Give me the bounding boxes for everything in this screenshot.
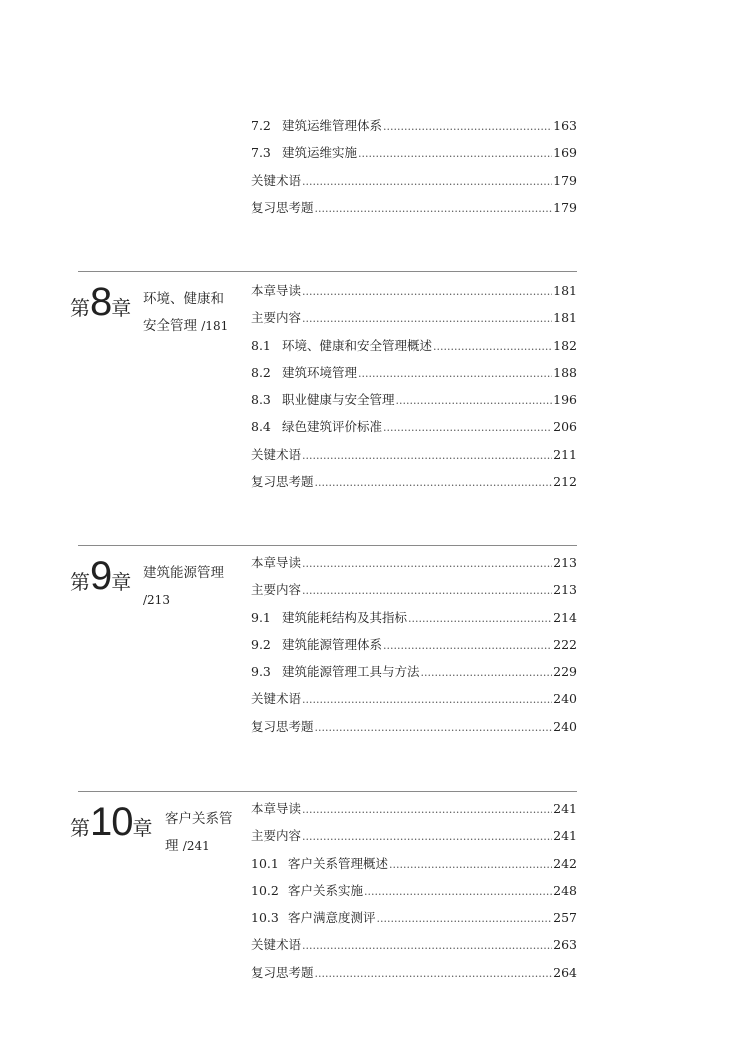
dot-leader bbox=[302, 803, 552, 816]
toc-entry-label: 关键术语 bbox=[251, 937, 302, 953]
toc-entry[interactable] bbox=[251, 417, 577, 444]
toc-entry-number: 9.2 bbox=[251, 636, 271, 652]
toc-entry-label: 复习思考题 bbox=[251, 718, 314, 734]
toc-entry[interactable] bbox=[251, 363, 577, 390]
dot-leader bbox=[433, 340, 552, 353]
toc-list-chapter-9 bbox=[251, 553, 577, 744]
toc-entry[interactable] bbox=[251, 826, 577, 853]
toc-entry[interactable] bbox=[251, 963, 577, 990]
dot-leader bbox=[302, 557, 552, 570]
toc-entry-number: 10.1 bbox=[251, 855, 279, 871]
toc-entry-page: 213 bbox=[553, 582, 577, 598]
toc-entry-page: 181 bbox=[553, 310, 577, 326]
toc-entry-page: 213 bbox=[553, 555, 577, 570]
dot-leader bbox=[302, 939, 552, 952]
dot-leader bbox=[315, 721, 553, 734]
toc-entry-label: 客户关系实施 bbox=[288, 882, 364, 898]
toc-entry[interactable] bbox=[251, 881, 577, 908]
toc-entry-number: 8.4 bbox=[251, 419, 271, 435]
dot-leader bbox=[302, 449, 552, 462]
toc-entry-page: 241 bbox=[553, 828, 577, 844]
chapter-title: 环境、健康和 安全管理 /181 bbox=[143, 291, 229, 334]
toc-entry-page: 182 bbox=[553, 337, 577, 353]
toc-entry-page: 264 bbox=[553, 964, 577, 980]
toc-list-chapter-7 bbox=[251, 116, 577, 225]
toc-entry-page: 196 bbox=[553, 392, 577, 408]
toc-entry-label: 建筑能源管理工具与方法 bbox=[282, 664, 420, 680]
toc-entry-page: 214 bbox=[553, 609, 577, 625]
toc-entry-page: 240 bbox=[553, 718, 577, 734]
toc-entry-page: 211 bbox=[553, 446, 577, 462]
toc-entry-page: 179 bbox=[553, 172, 577, 188]
dot-leader bbox=[383, 639, 552, 652]
toc-entry[interactable] bbox=[251, 445, 577, 472]
toc-entry-page: 257 bbox=[553, 910, 577, 926]
toc-entry[interactable] bbox=[251, 908, 577, 935]
toc-entry-page: 181 bbox=[553, 283, 577, 298]
toc-entry-number: 8.2 bbox=[251, 364, 271, 380]
toc-entry-label: 复习思考题 bbox=[251, 474, 314, 490]
toc-entry-number: 8.3 bbox=[251, 392, 271, 408]
toc-entry-page: 222 bbox=[553, 636, 577, 652]
chapter-title: 客户关系管 理 /241 bbox=[165, 811, 233, 854]
toc-entry-page: 229 bbox=[553, 664, 577, 680]
toc-entry-label: 职业健康与安全管理 bbox=[282, 392, 395, 408]
toc-entry-label: 主要内容 bbox=[251, 828, 302, 844]
toc-entry[interactable] bbox=[251, 608, 577, 635]
toc-entry-label: 客户关系管理概述 bbox=[288, 855, 389, 871]
toc-entry-label: 建筑环境管理 bbox=[282, 364, 358, 380]
toc-list-chapter-8 bbox=[251, 281, 577, 499]
toc-entry-page: 179 bbox=[553, 199, 577, 215]
dot-leader bbox=[358, 367, 552, 380]
toc-entry[interactable] bbox=[251, 635, 577, 662]
chapter-divider bbox=[78, 545, 577, 546]
toc-entry-page: 206 bbox=[553, 419, 577, 435]
dot-leader bbox=[408, 612, 552, 625]
dot-leader bbox=[383, 120, 552, 133]
toc-entry-label: 本章导读 bbox=[251, 801, 302, 816]
toc-entry-label: 复习思考题 bbox=[251, 199, 314, 215]
toc-entry-page: 212 bbox=[553, 474, 577, 490]
toc-entry[interactable] bbox=[251, 935, 577, 962]
toc-entry[interactable] bbox=[251, 553, 577, 580]
toc-entry[interactable] bbox=[251, 116, 577, 143]
toc-entry[interactable] bbox=[251, 171, 577, 198]
toc-entry[interactable] bbox=[251, 336, 577, 363]
toc-list-chapter-10 bbox=[251, 799, 577, 990]
toc-entry-label: 主要内容 bbox=[251, 310, 302, 326]
toc-entry-number: 9.3 bbox=[251, 664, 271, 680]
dot-leader bbox=[364, 885, 552, 898]
toc-entry-label: 主要内容 bbox=[251, 582, 302, 598]
toc-entry-label: 关键术语 bbox=[251, 172, 302, 188]
dot-leader bbox=[315, 476, 553, 489]
chapter-number: 第8章 bbox=[70, 280, 132, 324]
dot-leader bbox=[302, 175, 552, 188]
toc-entry-number: 8.1 bbox=[251, 337, 271, 353]
dot-leader bbox=[302, 693, 552, 706]
toc-entry-number: 7.3 bbox=[251, 145, 271, 161]
toc-entry-label: 本章导读 bbox=[251, 283, 302, 298]
dot-leader bbox=[421, 666, 553, 679]
toc-entry[interactable] bbox=[251, 689, 577, 716]
toc-entry-page: 188 bbox=[553, 364, 577, 380]
toc-entry[interactable] bbox=[251, 854, 577, 881]
toc-entry-number: 10.2 bbox=[251, 882, 279, 898]
toc-entry-label: 建筑运维实施 bbox=[282, 145, 358, 161]
toc-entry-page: 240 bbox=[553, 691, 577, 707]
dot-leader bbox=[396, 394, 553, 407]
toc-entry[interactable] bbox=[251, 198, 577, 225]
dot-leader bbox=[315, 202, 553, 215]
dot-leader bbox=[383, 421, 552, 434]
dot-leader bbox=[389, 858, 552, 871]
chapter-number: 第9章 bbox=[70, 554, 132, 598]
toc-entry-label: 建筑能耗结构及其指标 bbox=[282, 609, 408, 625]
toc-entry-number: 10.3 bbox=[251, 910, 279, 926]
toc-entry-label: 建筑运维管理体系 bbox=[282, 118, 383, 133]
toc-entry[interactable] bbox=[251, 143, 577, 170]
toc-entry-page: 248 bbox=[553, 882, 577, 898]
toc-entry-label: 本章导读 bbox=[251, 555, 302, 570]
dot-leader bbox=[302, 830, 552, 843]
toc-entry[interactable] bbox=[251, 662, 577, 689]
dot-leader bbox=[315, 967, 553, 980]
toc-entry-page: 241 bbox=[553, 801, 577, 816]
dot-leader bbox=[302, 584, 552, 597]
toc-entry-page: 163 bbox=[553, 118, 577, 133]
toc-entry[interactable] bbox=[251, 281, 577, 308]
toc-entry-label: 环境、健康和安全管理概述 bbox=[282, 337, 433, 353]
toc-entry[interactable] bbox=[251, 472, 577, 499]
toc-entry-label: 关键术语 bbox=[251, 446, 302, 462]
toc-entry[interactable] bbox=[251, 580, 577, 607]
dot-leader bbox=[302, 285, 552, 298]
toc-entry[interactable] bbox=[251, 390, 577, 417]
toc-entry-label: 客户满意度测评 bbox=[288, 910, 376, 926]
toc-entry-page: 263 bbox=[553, 937, 577, 953]
toc-entry-page: 242 bbox=[553, 855, 577, 871]
toc-entry-label: 关键术语 bbox=[251, 691, 302, 707]
toc-entry-number: 7.2 bbox=[251, 118, 271, 133]
dot-leader bbox=[377, 912, 553, 925]
toc-entry-page: 169 bbox=[553, 145, 577, 161]
toc-entry[interactable] bbox=[251, 308, 577, 335]
toc-entry-label: 复习思考题 bbox=[251, 964, 314, 980]
chapter-divider bbox=[78, 791, 577, 792]
chapter-divider bbox=[78, 271, 577, 272]
chapter-number: 第10章 bbox=[70, 800, 153, 844]
toc-entry-label: 建筑能源管理体系 bbox=[282, 636, 383, 652]
toc-entry[interactable] bbox=[251, 717, 577, 744]
chapter-title: 建筑能源管理 /213 bbox=[143, 565, 224, 607]
dot-leader bbox=[358, 147, 552, 160]
toc-entry-number: 9.1 bbox=[251, 609, 271, 625]
dot-leader bbox=[302, 312, 552, 325]
toc-entry-label: 绿色建筑评价标准 bbox=[282, 419, 383, 435]
toc-entry[interactable] bbox=[251, 799, 577, 826]
